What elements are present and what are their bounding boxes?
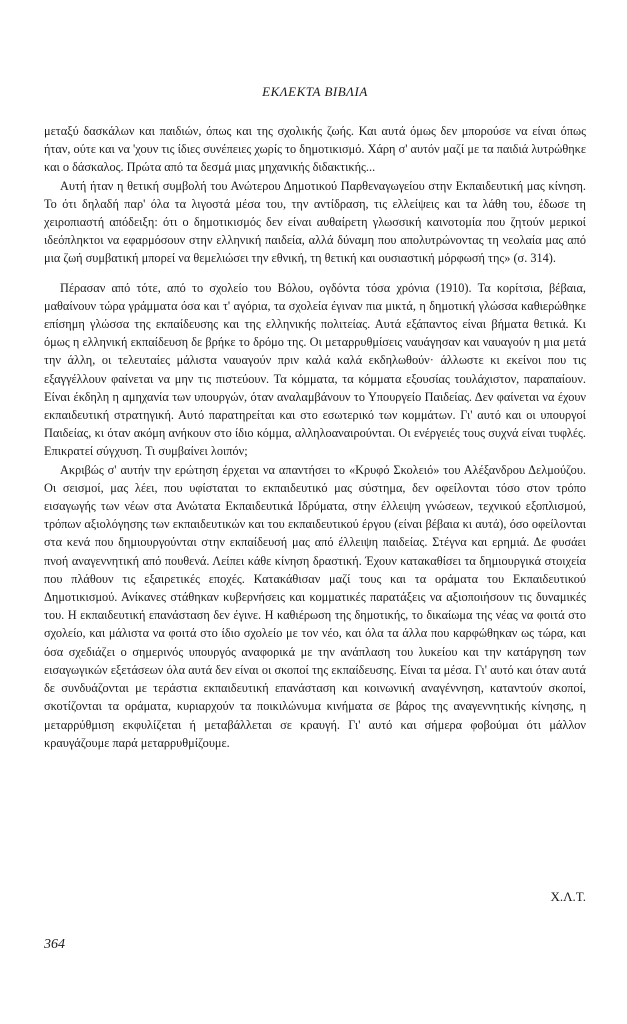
- paragraph-gap: [44, 268, 586, 279]
- paragraph-4: Ακριβώς σ' αυτήν την ερώτηση έρχεται να απαντήσει το «Κρυφό Σκολειό» του Αλέξανδρου Δελμούζου. Οι σεισμοί, μας λέει, που υφίσταται το εκπαιδευτικό μας σύστημα, δεν οφείλονται τόσο στον τρόπο εισαγωγής των νέων στα Ανώτατα Εκπαιδευτικά Ιδρύματα, στην έλλειψη γνώσεων, τεχνικού εξοπλισμού, τρόπων αξιολόγησης των εκπαιδευτικών και του εκπαιδευτικού έργου (είναι βέβαια κι αυτά), όσο οφείλονται στα κενά που δημιουργούνται στην εκπαίδευσή μας από έλλειψη παιδείας. Στέγνα και ερημιά. Δε φυσάει πνοή αναγεννητική από πουθενά. Λείπει κάθε κίνηση δραστική. Έχουν κατακαθίσει τα δημιουργικά στοιχεία που πλάθουν τις εξαιρετικές εποχές. Κατακάθισαν μαζί τους και τα οράματα του Εκπαιδευτικού Δημοτικισμού. Ανίκανες στάθηκαν κυβερνήσεις και κομματικές παρατάξεις να αξιοποιήσουν τις δυναμικές του. Η εκπαιδευτική επανάσταση δεν έγινε. Η καθιέρωση της δημοτικής, το δικαίωμα της νέας να φοιτά στο σχολείο, και μάλιστα να φοιτά στο ίδιο σχολείο με τον νέο, και όλα τα άλλα που καρφώθηκαν ως τώρα, και όσα σχεδιάζει ο σημερινός υπουργός αναφορικά με την ανάπλαση του λυκείου και την κατάργηση των εισαγωγικών εξετάσεων όλα αυτά δεν είναι οι σκοποί της εκπαίδευσης. Είναι τα μέσα. Γι' αυτό και όταν αυτά δε συνδυάζονται με τεράστια εκπαιδευτική επανάσταση και κοινωνική αναγέννηση, καταντούν σκοποί, σκοτίζονται τα οράματα, κυριαρχούν τα ποικιλώνυμα κινήματα σε βάρος της αναγεννητικής κίνησης, η μεταρρύθμιση εκφυλίζεται ή μεταβάλλεται σε κραυγή. Γι' αυτό και σήμερα φοβούμαι ότι μάλλον κραυγάζουμε παρά μεταρρυθμίζουμε.: [44, 462, 586, 750]
- paragraph-2: Αυτή ήταν η θετική συμβολή του Ανώτερου Δημοτικού Παρθεναγωγείου στην Εκπαιδευτική μας κίνηση. Το ότι δηλαδή παρ' όλα τα λιγοστά μέσα του, την αντίδραση, τις ελλείψεις και τα λάθη του, έδωσε τη χειροπιαστή απόδειξη: ότι ο δημοτικισμός δεν είναι αυθαίρετη γλωσσική καινοτομία που ζητούν μερικοί ιδεόπληκτοι να εφαρμόσουν στην ελληνική παιδεία, αλλά δύναμη που απολυτρώνοντας τη νεολαία μας από μια ζωή συμβατική μπορεί να θεμελιώσει την εθνική, τη θετική και ουσιαστική μόρφωσή της» (σ. 314).: [44, 178, 586, 266]
- article-body: [44, 122, 586, 752]
- paragraph-1: μεταξύ δασκάλων και παιδιών, όπως και της σχολικής ζωής. Και αυτά όμως δεν μπορούσε να είναι όπως ήταν, ούτε και να 'χουν τις ίδιες συνέπειες χωρίς το δημοτικισμό. Χάρη σ' αυτόν μαζί με τα παιδιά λυτρώθηκε και ο δάσκαλος. Πρώτα από τα δεσμά μιας μηχανικής διδακτικής...: [44, 124, 586, 175]
- document-page: [44, 0, 586, 1024]
- author-signature: Χ.Λ.Τ.: [550, 889, 586, 904]
- page-number: 364: [44, 937, 65, 952]
- paragraph-3: Πέρασαν από τότε, από το σχολείο του Βόλου, ογδόντα τόσα χρόνια (1910). Τα κορίτσια, βέβαια, μαθαίνουν τώρα γράμματα όσα και τ' αγόρια, τα σχολεία έγιναν πια μικτά, η δημοτική γλώσσα καθιερώθηκε επίσημη γλώσσα της εκπαίδευσης και της ελληνικής πολιτείας. Αυτά εξάπαντος είναι βήματα θετικά. Κι όμως η ελληνική εκπαίδευση δε βρήκε το δρόμο της. Οι μεταρρυθμίσεις ναυάγησαν και ναυαγούν η μια μετά την άλλη, οι τελευταίες μάλιστα ναυαγούν πριν καλά καλά εκδηλωθούν· άλλωστε κι εκείνοι που τις εξαγγέλλουν φαίνεται να μην τις πιστεύουν. Τα κόμματα, τα κόμματα εξουσίας τουλάχιστον, παραπαίουν. Είναι έκδηλη η αμηχανία των υπουργών, όταν αναλαμβάνουν το Υπουργείο Παιδείας. Δεν φαίνεται να έχουν εκπαιδευτική στρατηγική. Αυτό παρατηρείται και στο εσωτερικό των κομμάτων. Γι' αυτό και οι υπουργοί Παιδείας, κι όταν ακόμη ανήκουν στο ίδιο κόμμα, αλληλοαναιρούνται. Οι ενέργειές τους συχνά είναι τυφλές. Επικρατεί σύγχυση. Τι συμβαίνει λοιπόν;: [44, 280, 586, 459]
- running-head: ΕΚΛΕΚΤΑ ΒΙΒΛΙΑ: [262, 84, 368, 99]
